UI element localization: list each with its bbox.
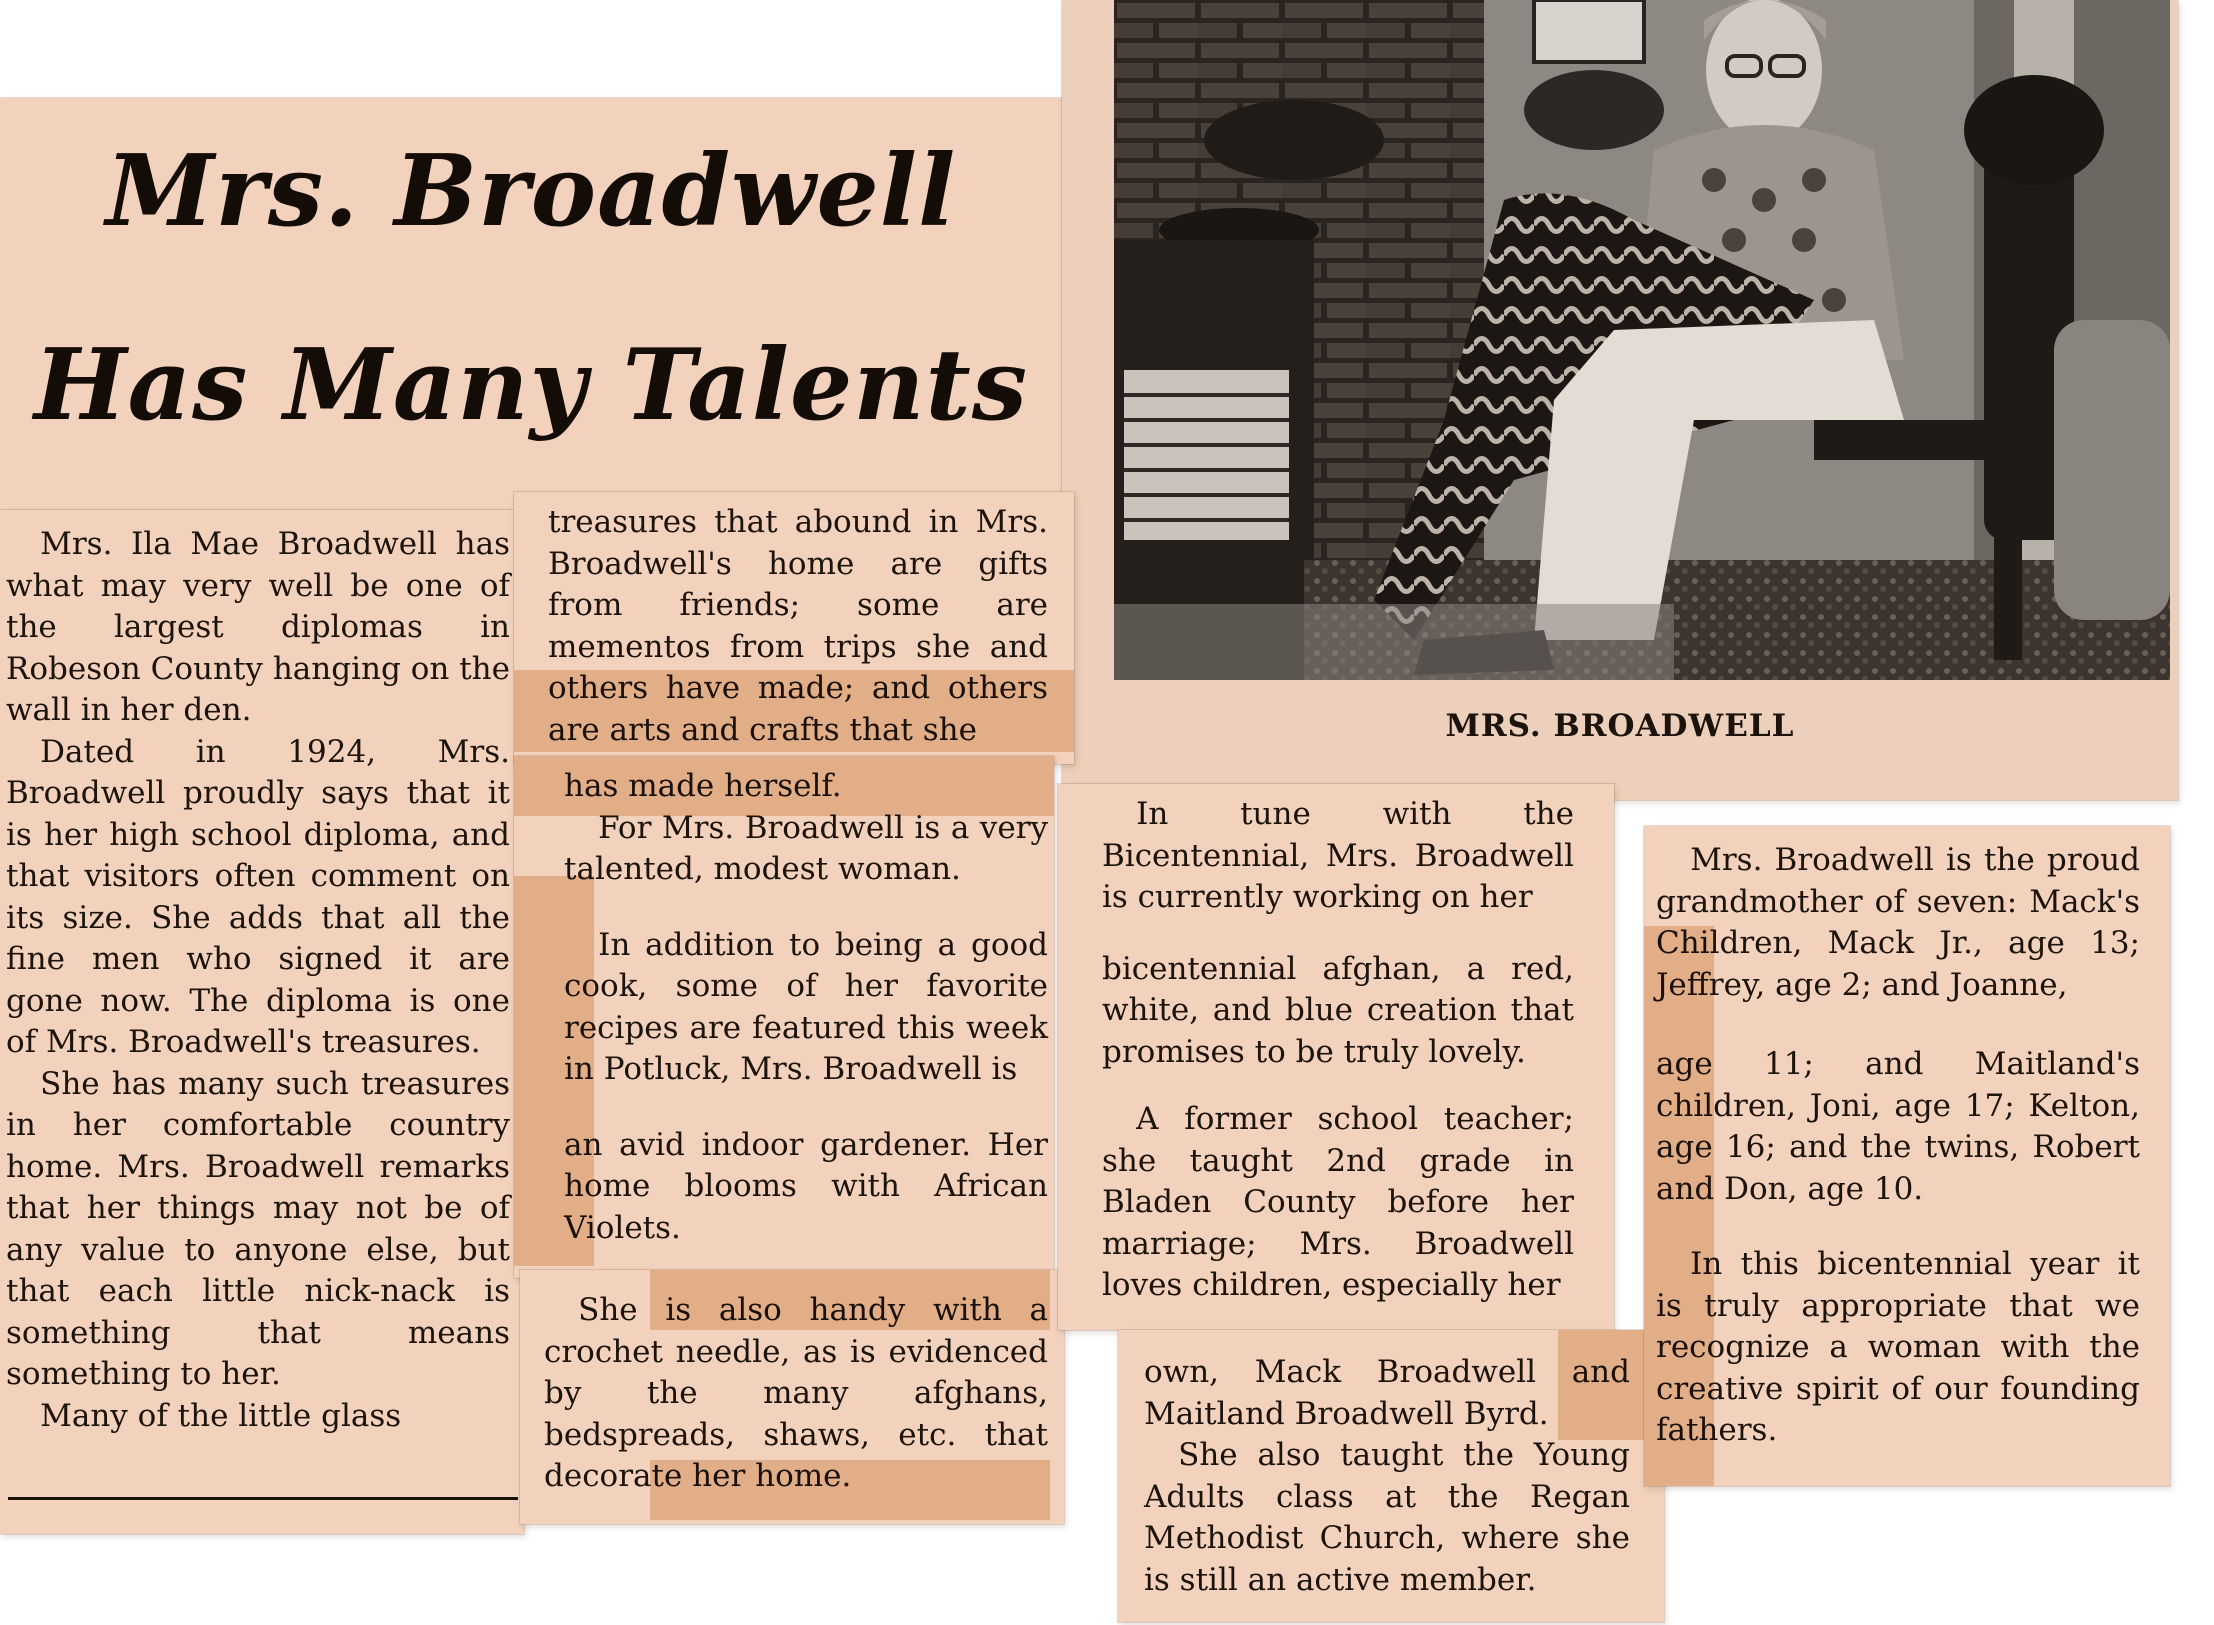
paragraph: In this bicentennial year it is truly appropriate that we recognize a woman with the creative spirit of our founding fathers. [1656, 1246, 2140, 1448]
tape-strip [650, 1270, 1050, 1330]
article-column-2-top [514, 492, 1074, 764]
photo-clipping [1062, 0, 2178, 800]
headline-line-1: Mrs. Broadwell [105, 134, 957, 249]
paragraph: age 11; and Maitland's children, Joni, age 17; Kelton, age 16; and the twins, Robert and Don, age 10. [1656, 1046, 2140, 1207]
paragraph: Dated in 1924, Mrs. Broadwell proudly says that it is her high school diploma, and that visitors often comment on its size. She adds that all the fine men who signed it are gone now. The diploma is one of Mrs. Broadwell's treasures. [6, 733, 510, 1060]
paragraph: an avid indoor gardener. Her home blooms with African Violets. [564, 1126, 1048, 1246]
paragraph: For Mrs. Broadwell is a very talented, modest woman. [564, 809, 1048, 887]
tape-strip [1644, 926, 1714, 1486]
article-column-4 [1644, 826, 2170, 1486]
tape-strip [514, 756, 1054, 816]
article-column-2-middle [514, 756, 1054, 1278]
tape-strip [514, 876, 594, 1266]
paragraph: A former school teacher; she taught 2nd grade in Bladen County before her marriage; Mrs. Broadwell loves children, especially her [1102, 1101, 1574, 1303]
paragraph: bicentennial afghan, a red, white, and blue creation that promises to be truly lovely. [1102, 950, 1574, 1070]
paragraph: In addition to being a good cook, some of her favorite recipes are featured this week in Potluck, Mrs. Broadwell is [564, 926, 1048, 1087]
paragraph: treasures that abound in Mrs. Broadwell's home are gifts from friends; some are mementos from trips she and others have made; and others are arts and crafts that she [548, 504, 1048, 748]
paragraph: She has many such treasures in her comfortable country home. Mrs. Broadwell remarks that her things may not be of any value to anyone else, but that each little nick-nack is something that means something to her. [6, 1065, 510, 1392]
paragraph: has made herself. [564, 768, 842, 804]
headline-clipping [0, 98, 1062, 538]
tape-strip [514, 670, 1074, 752]
paragraph: Many of the little glass [40, 1397, 402, 1434]
article-column-3-bottom [1118, 1330, 1664, 1622]
tape-strip [650, 1460, 1050, 1520]
paragraph: In tune with the Bicentennial, Mrs. Broadwell is currently working on her [1102, 796, 1574, 915]
paragraph: Mrs. Ila Mae Broadwell has what may very well be one of the largest diplomas in Robeson County hanging on the wall in her den. [6, 526, 510, 728]
portrait-photo [1114, 0, 2170, 680]
paragraph: Mrs. Broadwell is the proud grandmother of seven: Mack's Children, Mack Jr., age 13; Jeffrey, age 2; and Joanne, [1656, 842, 2140, 1003]
column-end-rule [8, 1497, 518, 1500]
photo-caption: MRS. BROADWELL [1445, 708, 1795, 744]
paragraph: She is also handy with a crochet needle, as is evidenced by the many afghans, bedspreads, shaws, etc. that decorate her home. [544, 1292, 1048, 1494]
headline-line-2: Has Many Talents [34, 328, 1028, 443]
paragraph: She also taught the Young Adults class at the Regan Methodist Church, where she is still an active member. [1144, 1437, 1630, 1598]
article-column-1 [0, 510, 524, 1534]
paragraph: own, Mack Broadwell and Maitland Broadwell Byrd. [1144, 1354, 1630, 1432]
article-column-3-top [1058, 784, 1614, 1330]
article-column-2-bottom [520, 1270, 1064, 1524]
